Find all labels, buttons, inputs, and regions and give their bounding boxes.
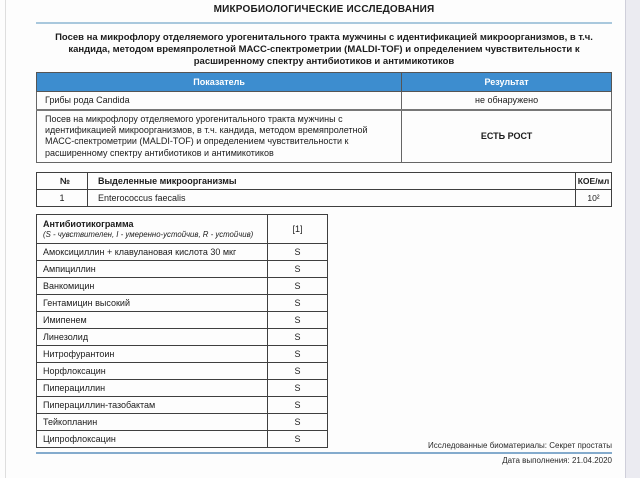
sensitivity-cell: S (268, 277, 328, 294)
table-row (37, 294, 328, 311)
sensitivity-cell: S (268, 379, 328, 396)
table-row (37, 91, 612, 110)
antibiogram-header-cell (37, 214, 268, 243)
table-row (37, 345, 328, 362)
sensitivity-cell: S (268, 362, 328, 379)
antibiotic-name-cell: Норфлоксацин (37, 362, 268, 379)
antibiotic-name-cell: Линезолид (37, 328, 268, 345)
results-header-indicator: Показатель (37, 72, 402, 91)
table-row (37, 189, 612, 206)
photo-right-edge (625, 0, 640, 478)
table-row (37, 110, 612, 163)
sensitivity-cell: S (268, 328, 328, 345)
antibiotic-name-cell: Ципрофлоксацин (37, 430, 268, 447)
antibiotic-name-cell: Тейкопланин (37, 413, 268, 430)
antibiotic-name-cell: Пиперациллин (37, 379, 268, 396)
sensitivity-cell: S (268, 345, 328, 362)
sensitivity-cell: S (268, 430, 328, 447)
antibiotic-name-cell: Ванкомицин (37, 277, 268, 294)
document-title: МИКРОБИОЛОГИЧЕСКИЕ ИССЛЕДОВАНИЯ (213, 4, 435, 15)
sensitivity-cell: S (268, 396, 328, 413)
antibiotic-name-cell: Пиперациллин-тазобактам (37, 396, 268, 413)
antibiotic-name-cell: Амоксициллин + клавулановая кислота 30 мкг (37, 243, 268, 260)
test-name-heading: Посев на микрофлору отделяемого урогенитального тракта мужчины с идентификацией микроорганизмов, в т.ч. кандида, методом времяпролетной МАСС-спектрометрии (MALDI-TOF) и определением чувствительности к расширенному спектру антибиотиков и антимикотиков (55, 32, 593, 67)
report-page (36, 4, 612, 448)
organism-koe-cell: 10² (576, 189, 612, 206)
report-footer (36, 441, 612, 465)
indicator-cell: Грибы рода Candida (37, 91, 402, 110)
antibiogram-column-header: [1] (268, 214, 328, 243)
table-row (37, 260, 328, 277)
table-row (37, 311, 328, 328)
execution-date-label: Дата выполнения: 21.04.2020 (502, 456, 612, 465)
table-row (37, 277, 328, 294)
antibiotic-name-cell: Гентамицин высокий (37, 294, 268, 311)
photo-left-edge (5, 0, 6, 478)
results-table (36, 72, 612, 163)
organism-number-cell: 1 (37, 189, 88, 206)
organisms-header-number: № (37, 172, 88, 189)
antibiogram-title: Антибиотикограмма (43, 218, 134, 229)
antibiogram-body (37, 243, 328, 447)
results-header-result: Результат (402, 72, 612, 91)
antibiotic-name-cell: Нитрофурантоин (37, 345, 268, 362)
antibiogram-legend: (S - чувствителен, I - умеренно-устойчив, R - устойчив) (43, 229, 254, 239)
title-divider-rule (36, 22, 612, 24)
antibiogram-header-row (37, 214, 328, 243)
sensitivity-cell: S (268, 260, 328, 277)
organisms-header-name: Выделенные микроорганизмы (88, 172, 576, 189)
sensitivity-cell: S (268, 294, 328, 311)
sensitivity-cell: S (268, 413, 328, 430)
table-row (37, 396, 328, 413)
footer-divider-rule (36, 452, 612, 454)
result-cell: не обнаружено (402, 91, 612, 110)
biomaterials-label: Исследованные биоматериалы: Секрет простаты (428, 441, 612, 450)
organisms-table (36, 172, 612, 207)
result-cell: ЕСТЬ РОСТ (402, 110, 612, 163)
results-header-row (37, 72, 612, 91)
organism-name-cell: Enterococcus faecalis (88, 189, 576, 206)
table-row (37, 413, 328, 430)
organisms-header-row (37, 172, 612, 189)
antibiotic-name-cell: Ампициллин (37, 260, 268, 277)
table-row (37, 328, 328, 345)
table-row (37, 362, 328, 379)
indicator-cell: Посев на микрофлору отделяемого урогенитального тракта мужчины с идентификацией микроорганизмов, в т.ч. кандида, методом времяпролетной МАСС-спектрометрии (MALDI-TOF) и определением чувствительности к расширенному спектру антибиотиков и антимикотиков (37, 110, 402, 163)
table-row (37, 243, 328, 260)
table-row (37, 379, 328, 396)
organisms-header-koe: КОЕ/мл (576, 172, 612, 189)
antibiogram-table (36, 214, 328, 448)
sensitivity-cell: S (268, 243, 328, 260)
sensitivity-cell: S (268, 311, 328, 328)
antibiotic-name-cell: Имипенем (37, 311, 268, 328)
